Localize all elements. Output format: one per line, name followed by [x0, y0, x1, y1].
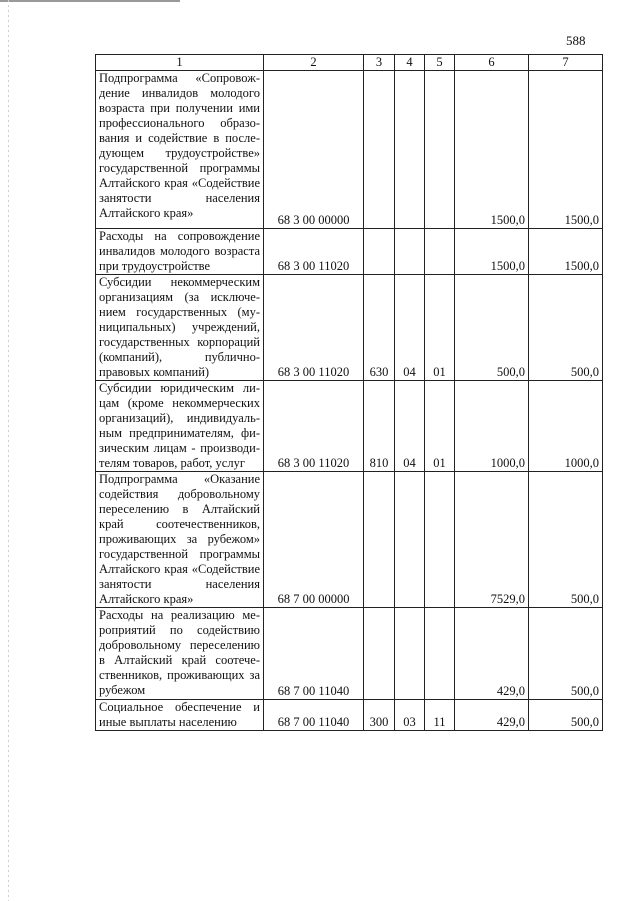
row-col5: 01	[425, 275, 455, 381]
row-description: Социальное обеспечение и иные выплаты населению	[96, 700, 264, 731]
row-code: 68 7 00 11040	[264, 700, 364, 731]
row-col5	[425, 608, 455, 700]
table-row	[96, 472, 603, 608]
row-col5	[425, 229, 455, 275]
row-col7: 500,0	[529, 472, 603, 608]
row-col6: 429,0	[455, 700, 529, 731]
column-header: 1	[96, 55, 264, 71]
column-header: 6	[455, 55, 529, 71]
row-col7: 1500,0	[529, 229, 603, 275]
row-description: Субсидии некоммерческим организациям (за исключением государственных (муниципальных) учреждений, государственных корпораций (компаний), публично-правовых компаний)	[96, 275, 264, 381]
column-header: 4	[395, 55, 425, 71]
row-col4: 04	[395, 275, 425, 381]
row-col3	[364, 71, 395, 229]
row-code: 68 3 00 11020	[264, 275, 364, 381]
row-code: 68 7 00 11040	[264, 608, 364, 700]
row-code: 68 3 00 11020	[264, 229, 364, 275]
row-col7: 500,0	[529, 700, 603, 731]
row-col5	[425, 472, 455, 608]
row-description: Расходы на сопровождение инвалидов молодого возраста при трудоустройстве	[96, 229, 264, 275]
row-col6: 429,0	[455, 608, 529, 700]
row-col3: 630	[364, 275, 395, 381]
column-header: 5	[425, 55, 455, 71]
column-header: 7	[529, 55, 603, 71]
row-col4: 04	[395, 381, 425, 472]
scan-artifact-top	[0, 0, 180, 2]
budget-table	[95, 54, 603, 731]
row-description: Субсидии юридическим лицам (кроме некоммерческих организаций), индивидуальным предпринимателям, физическим лицам - производителям товаров, работ, услуг	[96, 381, 264, 472]
row-col3	[364, 472, 395, 608]
table-row	[96, 275, 603, 381]
table-header-row	[96, 55, 603, 71]
row-col6: 500,0	[455, 275, 529, 381]
row-col4	[395, 608, 425, 700]
row-col3: 300	[364, 700, 395, 731]
row-col7: 1000,0	[529, 381, 603, 472]
column-header: 2	[264, 55, 364, 71]
row-description: Расходы на реализацию мероприятий по содействию добровольному переселению в Алтайский край соотечественников, проживающих за рубежом	[96, 608, 264, 700]
row-col7: 500,0	[529, 608, 603, 700]
table-row	[96, 71, 603, 229]
table-row	[96, 608, 603, 700]
row-col4: 03	[395, 700, 425, 731]
row-description: Подпрограмма «Оказание содействия добровольному переселению в Алтайский край соотечественников, проживающих за рубежом» государственной программы Алтайского края «Содействие занятости населения Алтайского края»	[96, 472, 264, 608]
row-col5: 01	[425, 381, 455, 472]
row-col5: 11	[425, 700, 455, 731]
column-header: 3	[364, 55, 395, 71]
row-col6: 1500,0	[455, 71, 529, 229]
page-number: 588	[566, 33, 586, 48]
row-description: Подпрограмма «Сопровождение инвалидов молодого возраста при получении ими профессионального образования и содействие в последующем трудоустройстве» государственной программы Алтайского края «Содействие занятости населения Алтайского края»	[96, 71, 264, 229]
row-col4	[395, 229, 425, 275]
table-row	[96, 229, 603, 275]
row-col4	[395, 71, 425, 229]
row-col3: 810	[364, 381, 395, 472]
row-col3	[364, 608, 395, 700]
row-code: 68 3 00 00000	[264, 71, 364, 229]
row-col6: 7529,0	[455, 472, 529, 608]
row-code: 68 7 00 00000	[264, 472, 364, 608]
scan-artifact-left	[8, 0, 9, 901]
row-col7: 500,0	[529, 275, 603, 381]
row-col5	[425, 71, 455, 229]
row-col4	[395, 472, 425, 608]
row-col3	[364, 229, 395, 275]
table-row	[96, 700, 603, 731]
row-code: 68 3 00 11020	[264, 381, 364, 472]
row-col6: 1500,0	[455, 229, 529, 275]
row-col7: 1500,0	[529, 71, 603, 229]
table-row	[96, 381, 603, 472]
row-col6: 1000,0	[455, 381, 529, 472]
